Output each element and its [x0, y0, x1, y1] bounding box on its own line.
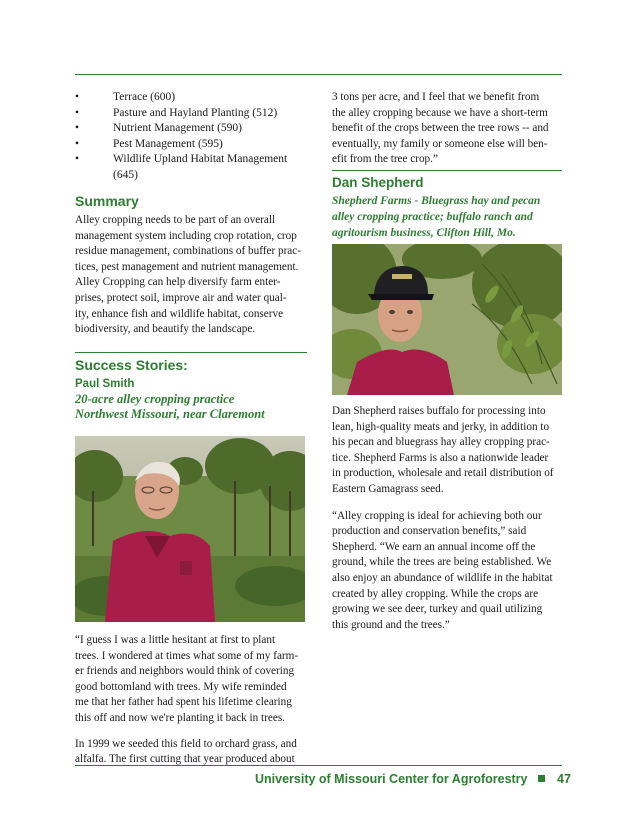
- dan-rule: [332, 170, 562, 171]
- square-bullet-icon: [538, 775, 545, 782]
- list-item: • Terrace (600): [75, 91, 176, 103]
- bottom-rule: [75, 765, 562, 766]
- summary-heading: Summary: [75, 193, 139, 209]
- dan-shepherd-name: Dan Shepherd: [332, 175, 424, 190]
- success-block: [75, 356, 315, 422]
- list-item: • Pest Management (595): [75, 137, 223, 150]
- paul-smith-practice: 20-acre alley cropping practice: [75, 392, 235, 406]
- page-number: 47: [557, 772, 571, 786]
- success-heading: Success Stories:: [75, 357, 188, 373]
- list-item: • Nutrient Management (590): [75, 122, 243, 134]
- dan-paragraph: Dan Shepherd raises buffalo for processing into lean, high-quality meats and jerky, in addition to his pecan and bluegrass hay alley cropping prac- tice. Shepherd Farms is also a nationwide leader in production, wholesale and retail distribution of Eastern Gamagrass seed. “Alley cropping is ideal for achieving both our production and conservation benefits,” said Shepherd. “We earn an annual income off the ground, while the trees are being established. We also enjoy an abundance of wildlife in the habitat created by alley cropping. While the crops are growing we see deer, turkey and quail utilizing this ground and the trees.”: [332, 404, 568, 633]
- top-rule: [75, 74, 562, 75]
- left-column: [75, 90, 310, 338]
- paragraph-1999: In 1999 we seeded this field to orchard grass, and alfalfa. The first cutting that year produced about: [75, 737, 297, 766]
- dan-shepherd-practice: Shepherd Farms - Bluegrass hay and pecan alley cropping practice; buffalo ranch and agritourism business, Clifton Hill, Mo.: [332, 195, 541, 239]
- list-item: • Wildlife Upland Habitat Management (645): [75, 153, 288, 181]
- dan-shepherd-header: [332, 174, 568, 241]
- footer-publisher: University of Missouri Center for Agroforestry: [255, 772, 545, 786]
- right-top-text: 3 tons per acre, and I feel that we benefit from the alley cropping because we have a short-term benefit of the crops between the tree rows -- and eventually, my family or someone else will ben- efit from the tree crop.”: [332, 91, 549, 166]
- success-rule: [75, 352, 307, 353]
- list-item: • Pasture and Hayland Planting (512): [75, 106, 278, 119]
- paul-quote: “I guess I was a little hesitant at first to plant trees. I wondered at times what some of my farm- er friends and neighbors would think of covering good bottomland with trees. My wife reminded me that her father had spent his lifetime clearing this off and now we're planting it back in trees. In 1999 we seeded this field to orchard grass, and alfalfa. The first cutting that year produced about: [75, 633, 315, 768]
- dan-quote: “Alley cropping is ideal for achieving both our production and conservation benefits,” said Shepherd. “We earn an annual income off the ground, while the trees are being established. We also enjoy an abundance of wildlife in the habitat created by alley cropping. While the crops are growing we see deer, turkey and quail utilizing this ground and the trees.”: [332, 509, 553, 631]
- practice-list: [75, 90, 310, 183]
- paul-smith-location: Northwest Missouri, near Claremont: [75, 407, 265, 421]
- paul-smith-name: Paul Smith: [75, 378, 135, 390]
- dan-shepherd-photo: [332, 244, 562, 395]
- paul-smith-photo: [75, 436, 305, 622]
- summary-text: Alley cropping needs to be part of an overall management system including crop rotation, crop residue management, combinations of buffer prac- tices, pest management and nutrient management. Alley Cropping can help diversify farm enter- prises, protect soil, improve air and water qual- ity, enhance fish and wildlife habitat, conserve biodiversity, and beautify the landscape.: [75, 214, 301, 336]
